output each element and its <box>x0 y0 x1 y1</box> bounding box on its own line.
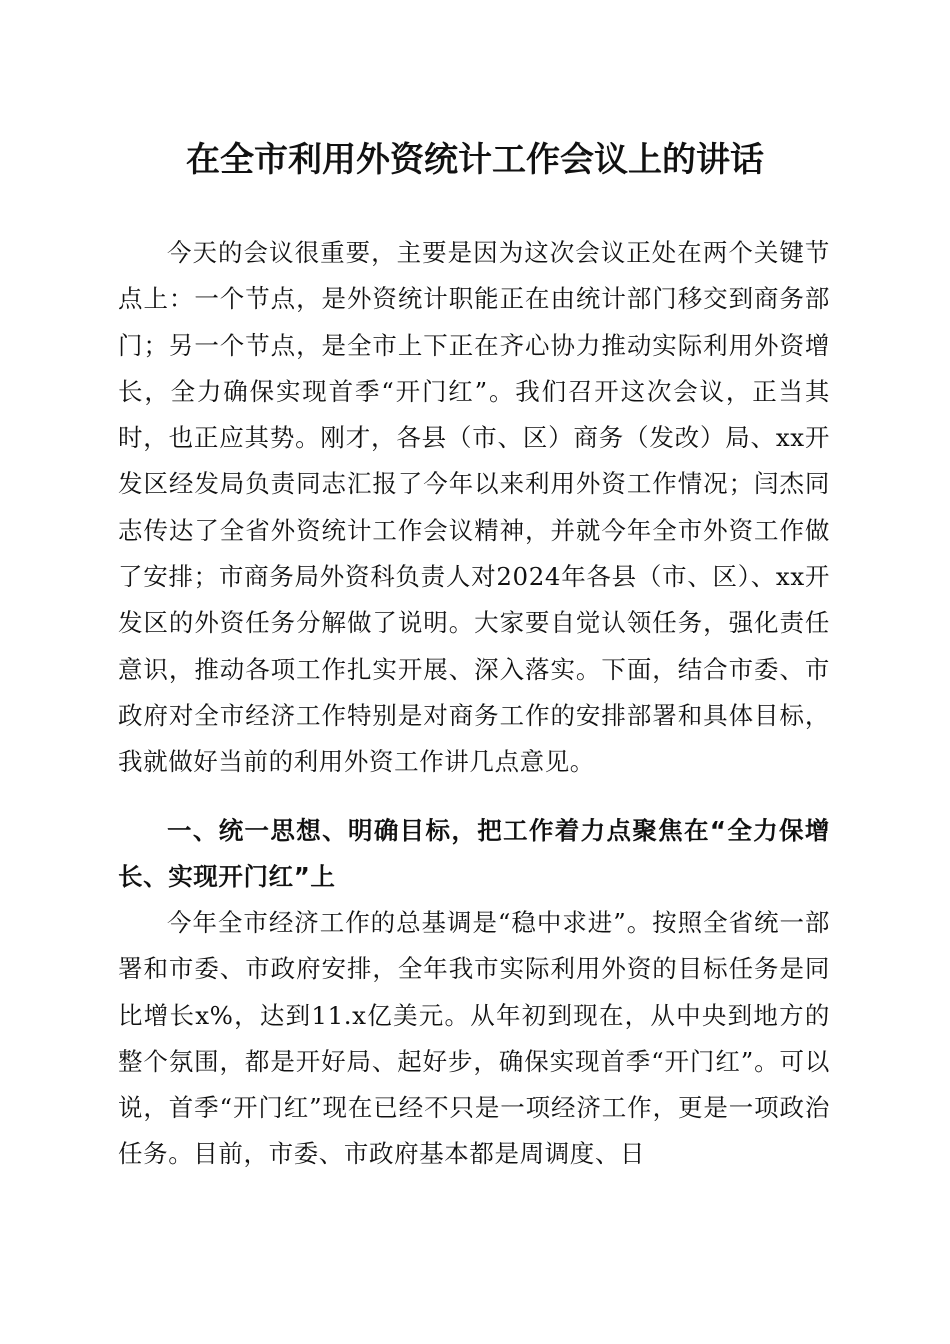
section-1-paragraph: 今年全市经济工作的总基调是“稳中求进”。按照全省统一部署和市委、市政府安排，全年我市实际利用外资的目标任务是同比增长x%，达到11.x亿美元。从年初到现在，从中央到地方的整个氛围，都是开好局、起好步，确保实现首季“开门红”。可以说，首季“开门红”现在已经不只是一项经济工作，更是一项政治任务。目前，市委、市政府基本都是周调度、日 <box>118 908 830 1169</box>
intro-paragraph: 今天的会议很重要，主要是因为这次会议正处在两个关键节点上：一个节点，是外资统计职能正在由统计部门移交到商务部门；另一个节点，是全市上下正在齐心协力推动实际利用外资增长，全力确保实现首季“开门红”。我们召开这次会议，正当其时，也正应其势。刚才，各县（市、区）商务（发改）局、xx开发区经发局负责同志汇报了今年以来利用外资工作情况；闫杰同志传达了全省外资统计工作会议精神，并就今年全市外资工作做了安排；市商务局外资科负责人对2024年各县（市、区）、xx开发区的外资任务分解做了说明。大家要自觉认领任务，强化责任意识，推动各项工作扎实开展、深入落实。下面，结合市委、市政府对全市经济工作特别是对商务工作的安排部署和具体目标，我就做好当前的利用外资工作讲几点意见。 <box>118 238 830 777</box>
section-1-heading: 一、统一思想、明确目标，把工作着力点聚焦在“全力保增长、实现开门红”上 <box>118 816 830 892</box>
document-title: 在全市利用外资统计工作会议上的讲话 <box>186 140 764 180</box>
